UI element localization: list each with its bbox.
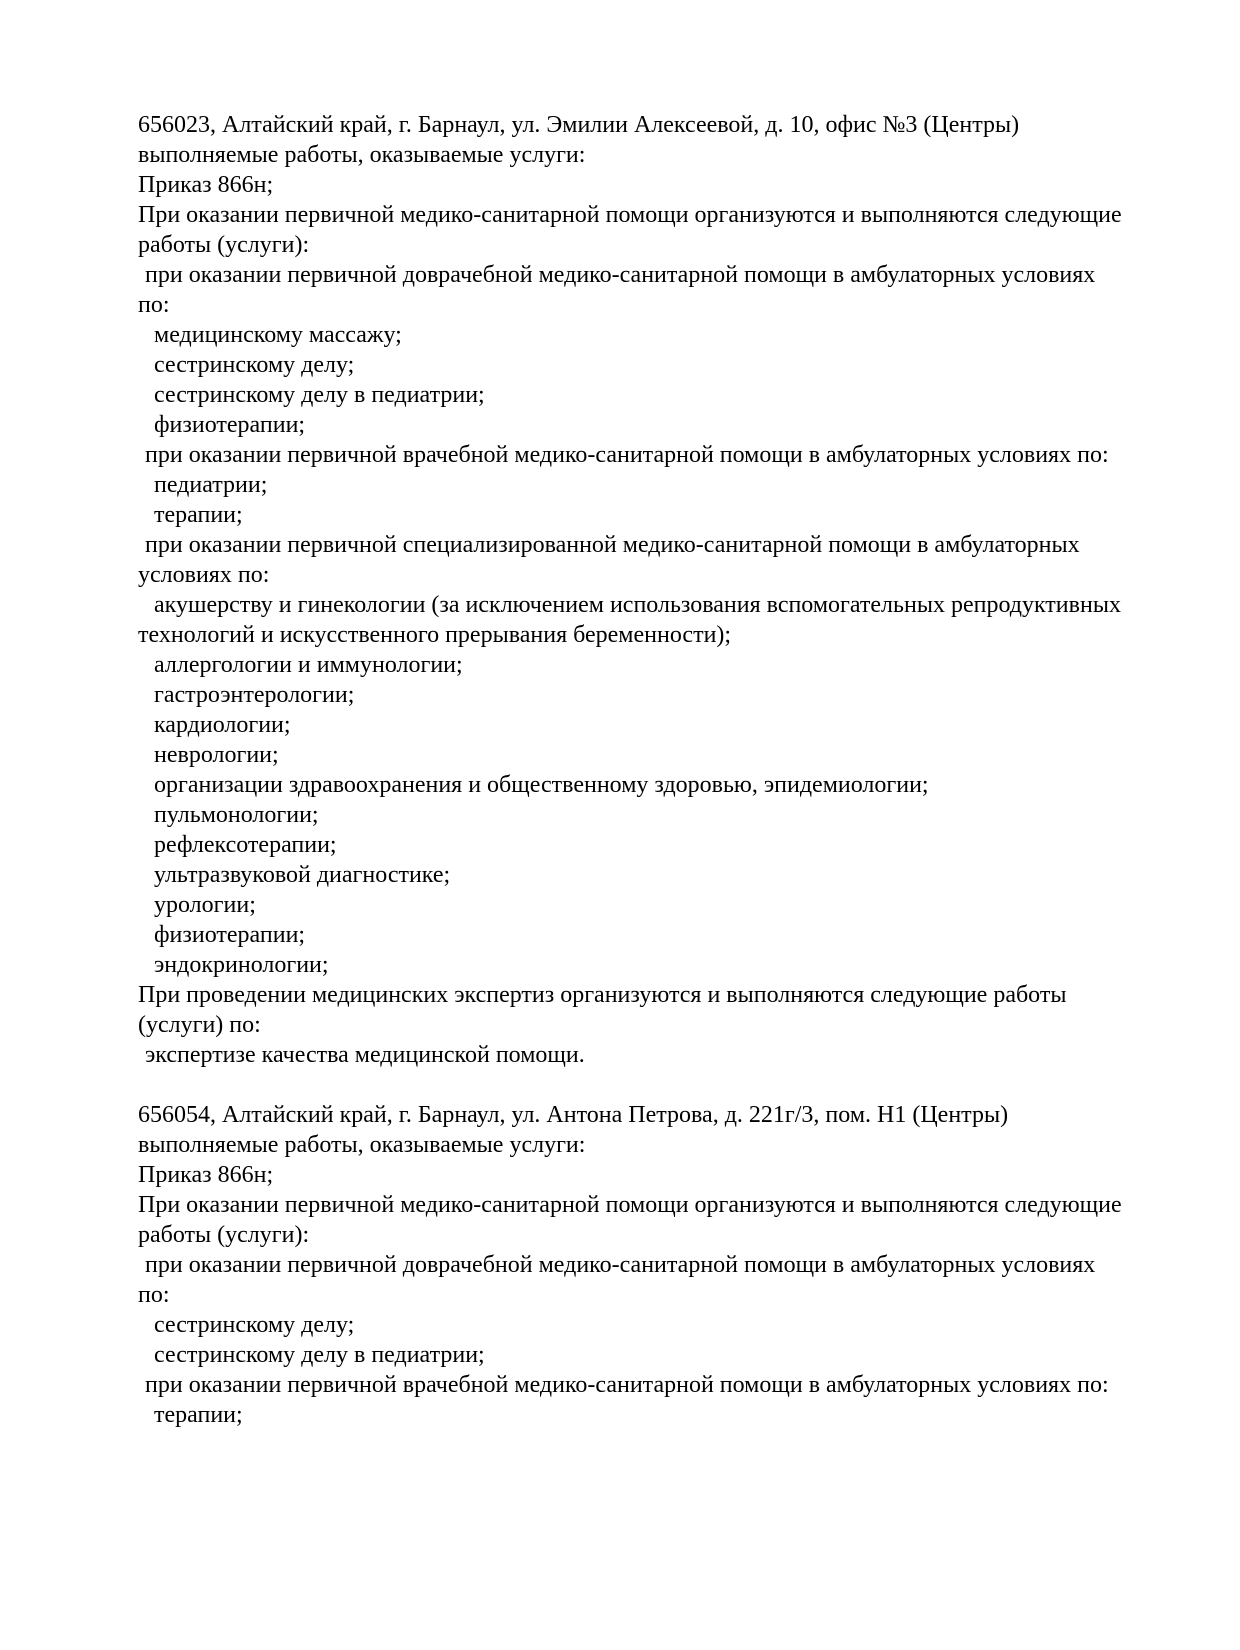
text-line: Приказ 866н; xyxy=(138,172,274,198)
text-line: при оказании первичной специализированной медико-санитарной помощи в амбулаторных xyxy=(145,532,1080,558)
text-line: выполняемые работы, оказываемые услуги: xyxy=(138,142,586,168)
text-block xyxy=(138,110,1200,1070)
text-block xyxy=(138,1100,1200,1430)
text-line: 656023, Алтайский край, г. Барнаул, ул. Эмилии Алексеевой, д. 10, офис №3 (Центры) xyxy=(138,112,1020,138)
text-line: при оказании первичной доврачебной медико-санитарной помощи в амбулаторных условиях xyxy=(145,262,1096,288)
text-line: при оказании первичной доврачебной медико-санитарной помощи в амбулаторных условиях xyxy=(145,1252,1096,1278)
text-line: аллергологии и иммунологии; xyxy=(154,652,463,678)
text-line: при оказании первичной врачебной медико-санитарной помощи в амбулаторных условиях по: xyxy=(145,442,1109,468)
text-line: терапии; xyxy=(154,1402,243,1428)
text-line: экспертизе качества медицинской помощи. xyxy=(145,1042,585,1068)
text-line: выполняемые работы, оказываемые услуги: xyxy=(138,1132,586,1158)
text-line: Приказ 866н; xyxy=(138,1162,274,1188)
text-line: пульмонологии; xyxy=(154,802,319,828)
text-line: неврологии; xyxy=(154,742,279,768)
text-line: рефлексотерапии; xyxy=(154,832,337,858)
text-line: сестринскому делу; xyxy=(154,1312,355,1338)
text-line: эндокринологии; xyxy=(154,952,329,978)
text-line: работы (услуги): xyxy=(138,1222,310,1248)
text-line: физиотерапии; xyxy=(154,412,306,438)
text-line: по: xyxy=(138,1282,170,1308)
text-line: При проведении медицинских экспертиз организуются и выполняются следующие работы xyxy=(138,982,1067,1008)
text-line: технологий и искусственного прерывания беременности); xyxy=(138,622,732,648)
text-line: кардиологии; xyxy=(154,712,291,738)
text-line: При оказании первичной медико-санитарной помощи организуются и выполняются следующие xyxy=(138,1192,1122,1218)
text-line: гастроэнтерологии; xyxy=(154,682,355,708)
text-line: работы (услуги): xyxy=(138,232,310,258)
document-text xyxy=(138,110,1200,1430)
text-line: по: xyxy=(138,292,170,318)
text-line: сестринскому делу в педиатрии; xyxy=(154,1342,485,1368)
text-line: 656054, Алтайский край, г. Барнаул, ул. Антона Петрова, д. 221г/3, пом. Н1 (Центры) xyxy=(138,1102,1009,1128)
text-line: ультразвуковой диагностике; xyxy=(154,862,451,888)
text-line: медицинскому массажу; xyxy=(154,322,402,348)
text-line: При оказании первичной медико-санитарной помощи организуются и выполняются следующие xyxy=(138,202,1122,228)
text-line: сестринскому делу в педиатрии; xyxy=(154,382,485,408)
text-line: терапии; xyxy=(154,502,243,528)
text-line: при оказании первичной врачебной медико-санитарной помощи в амбулаторных условиях по: xyxy=(145,1372,1109,1398)
text-line: (услуги) по: xyxy=(138,1012,261,1038)
text-line: акушерству и гинекологии (за исключением использования вспомогательных репродуктивных xyxy=(154,592,1121,618)
text-line: физиотерапии; xyxy=(154,922,306,948)
text-line: педиатрии; xyxy=(154,472,268,498)
text-line: сестринскому делу; xyxy=(154,352,355,378)
text-line: условиях по: xyxy=(138,562,270,588)
text-line: урологии; xyxy=(154,892,256,918)
text-line: организации здравоохранения и общественному здоровью, эпидемиологии; xyxy=(154,772,929,798)
